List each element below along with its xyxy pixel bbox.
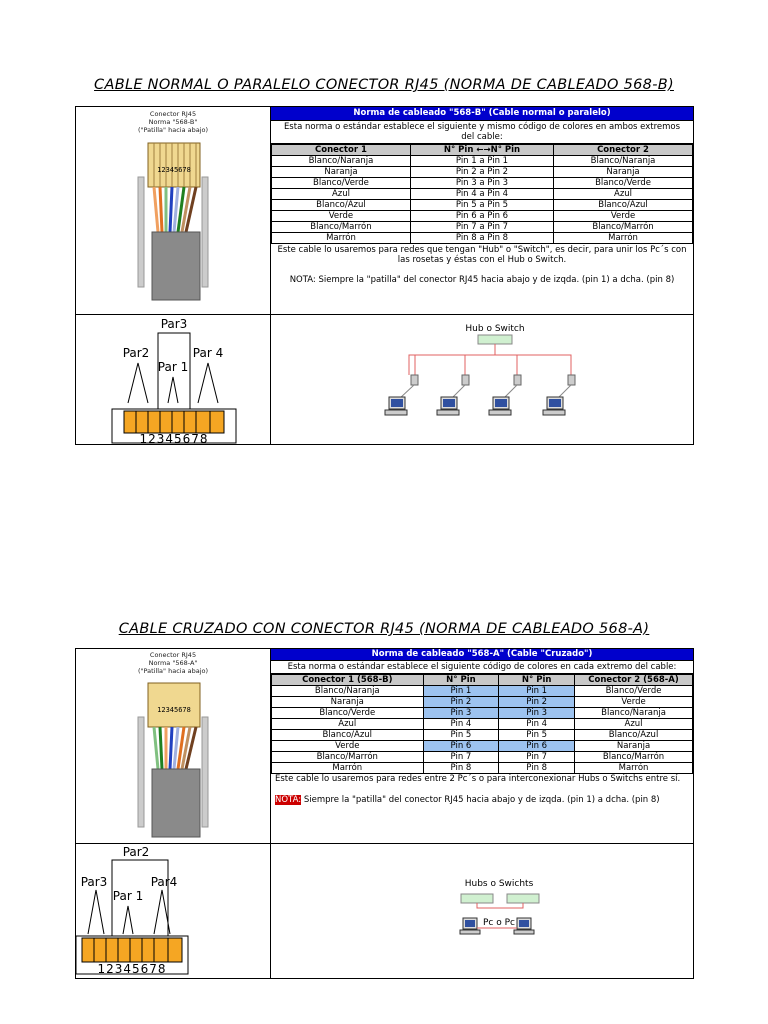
table-row: Blanco/Azul Pin 5 a Pin 5 Blanco/Azul xyxy=(272,200,693,211)
pair-label-left: Par3 xyxy=(80,875,108,889)
col-header: N° Pin xyxy=(499,675,575,686)
plug-pin-numbers: 12345678 xyxy=(157,166,191,174)
connector-caption-line1: Conector RJ45 xyxy=(149,651,197,659)
section1-title: CABLE NORMAL O PARALELO CONECTOR RJ45 (NORMA DE CABLEADO 568-B) xyxy=(94,77,674,93)
pair-label-right: Par 4 xyxy=(192,346,224,360)
col-header: Conector 2 xyxy=(554,145,693,156)
pair-label-middle: Par 1 xyxy=(157,360,189,374)
section2-frame xyxy=(75,648,694,979)
hubs-label: Hubs o Swichts xyxy=(464,879,534,889)
table-row: Naranja Pin 2 a Pin 2 Naranja xyxy=(272,167,693,178)
connector-caption-line3: ("Patilla" hacia abajo) xyxy=(137,667,209,675)
table-row: Blanco/Marrón Pin 7 a Pin 7 Blanco/Marrón xyxy=(272,222,693,233)
usage-text-568a: Este cable lo usaremos para redes entre 2 Pc´s o para interconexionar Hubs o Switchs entre sí. xyxy=(275,774,681,784)
nota-text-568a: Siempre la "patilla" del conector RJ45 hacia abajo y de izqda. (pin 1) a dcha. (pin 8) xyxy=(303,795,660,805)
pair-diagram-568b xyxy=(76,315,270,444)
network-diagram-568b xyxy=(271,315,693,444)
table-row: Naranja Pin 2 Pin 2 Verde xyxy=(272,697,693,708)
switch-icon xyxy=(478,335,512,344)
table-row: Blanco/Verde Pin 3 a Pin 3 Blanco/Verde xyxy=(272,178,693,189)
table-568b xyxy=(271,107,693,314)
pair-label-left: Par2 xyxy=(122,346,150,360)
table-row: Marrón Pin 8 a Pin 8 Marrón xyxy=(272,233,693,244)
pair-label-right: Par4 xyxy=(150,875,178,889)
section1-frame xyxy=(75,106,694,445)
rj45-plug-image xyxy=(76,137,270,312)
connector-photo-568b xyxy=(76,107,270,314)
switch-icon xyxy=(507,894,539,903)
table-title-568b: Norma de cableado "568-B" (Cable normal o paralelo) xyxy=(271,107,693,121)
connector-caption-line3: ("Patilla" hacia abajo) xyxy=(137,126,209,134)
connector-photo-568a xyxy=(76,649,270,843)
usage-text-568b: Este cable lo usaremos para redes que tengan "Hub" o "Switch", es decir, para unir los Pc´s con las rosetas y éstas con el Hub o Switch. xyxy=(277,245,687,265)
pin-table-568a xyxy=(271,674,693,774)
table-row: Blanco/Naranja Pin 1 Pin 1 Blanco/Verde xyxy=(272,686,693,697)
pc-label: Pc o Pc xyxy=(483,918,515,928)
pair-label-top: Par3 xyxy=(160,317,188,331)
connector-caption-line1: Conector RJ45 xyxy=(149,110,197,118)
network-diagram-568a xyxy=(271,844,693,978)
table-row: Blanco/Naranja Pin 1 a Pin 1 Blanco/Naranja xyxy=(272,156,693,167)
nota-text-568b: NOTA: Siempre la "patilla" del conector RJ45 hacia abajo y de izqda. (pin 1) a dcha. (pin 8) xyxy=(289,275,675,285)
pin-number-label: 12345678 xyxy=(97,962,167,976)
hub-switch-diagram xyxy=(271,315,693,444)
col-header: N° Pin ←→N° Pin xyxy=(410,145,553,156)
rj45-plug-image xyxy=(76,677,270,842)
table-intro-568a: Esta norma o estándar establece el siguiente código de colores en cada extremo del cable: xyxy=(271,661,693,674)
hubs-pc-diagram xyxy=(271,844,693,978)
col-header: Conector 2 (568-A) xyxy=(575,675,693,686)
pair-diagram-svg xyxy=(76,844,270,978)
table-row: Verde Pin 6 a Pin 6 Verde xyxy=(272,211,693,222)
table-row: Marrón Pin 8 Pin 8 Marrón xyxy=(272,763,693,774)
table-row: Blanco/Marrón Pin 7 Pin 7 Blanco/Marrón xyxy=(272,752,693,763)
pin-number-label: 12345678 xyxy=(139,432,209,444)
connector-caption-line2: Norma "568-A" xyxy=(148,659,198,667)
col-header: Conector 1 (568-B) xyxy=(272,675,424,686)
col-header: N° Pin xyxy=(423,675,499,686)
connector-caption-line2: Norma "568-B" xyxy=(148,118,198,126)
col-header: Conector 1 xyxy=(272,145,411,156)
nota-line-568a xyxy=(271,784,693,805)
table-intro-568b: Esta norma o estándar establece el siguiente y mismo código de colores en ambos extremos del cable: xyxy=(271,121,693,144)
hub-switch-label: Hub o Switch xyxy=(465,324,525,334)
table-row: Blanco/Verde Pin 3 Pin 3 Blanco/Naranja xyxy=(272,708,693,719)
nota-badge: NOTA: xyxy=(275,795,302,805)
section2-title: CABLE CRUZADO CON CONECTOR RJ45 (NORMA DE CABLEADO 568-A) xyxy=(118,621,650,637)
switch-icon xyxy=(461,894,493,903)
pair-diagram-568a xyxy=(76,844,270,978)
table-row: Verde Pin 6 Pin 6 Naranja xyxy=(272,741,693,752)
table-row: Azul Pin 4 Pin 4 Azul xyxy=(272,719,693,730)
plug-pin-numbers: 12345678 xyxy=(157,706,191,714)
table-568a xyxy=(271,649,693,843)
pc-icon xyxy=(385,397,565,415)
table-row: Blanco/Azul Pin 5 Pin 5 Blanco/Azul xyxy=(272,730,693,741)
pair-diagram-svg xyxy=(76,315,270,444)
table-title-568a: Norma de cableado "568-A" (Cable "Cruzado") xyxy=(271,649,693,661)
pair-label-middle: Par 1 xyxy=(112,889,144,903)
pair-label-top: Par2 xyxy=(122,845,150,859)
table-row: Azul Pin 4 a Pin 4 Azul xyxy=(272,189,693,200)
pin-table-568b xyxy=(271,144,693,244)
